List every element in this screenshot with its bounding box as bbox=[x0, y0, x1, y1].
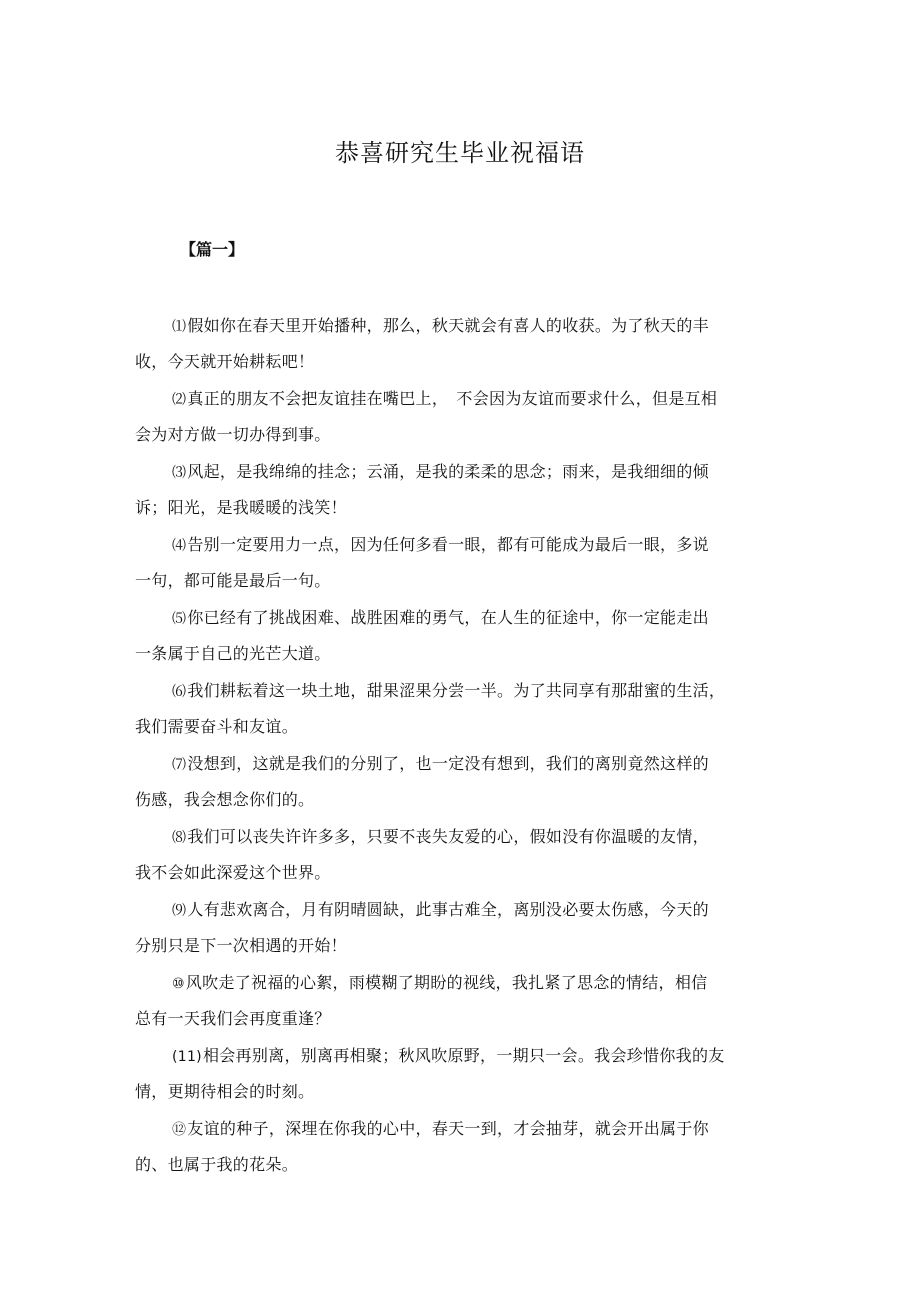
item-number: ⑴ bbox=[172, 319, 187, 335]
item-number: ⑹ bbox=[172, 684, 187, 700]
paragraph-first-line bbox=[172, 600, 709, 637]
paragraph-first-line bbox=[172, 673, 725, 710]
item-number: (11) bbox=[172, 1049, 202, 1065]
list-item bbox=[0, 600, 920, 673]
list-item bbox=[0, 965, 920, 1038]
paragraph-first-line bbox=[172, 1038, 725, 1075]
blessing-list bbox=[0, 308, 920, 1184]
list-item bbox=[0, 746, 920, 819]
item-number: ⑸ bbox=[172, 611, 187, 627]
list-item bbox=[0, 1111, 920, 1184]
list-item bbox=[0, 819, 920, 892]
list-item bbox=[0, 454, 920, 527]
paragraph-text: 没想到，这就是我们的分别了，也一定没有想到，我们的离别竟然这样的 bbox=[187, 754, 709, 773]
item-number: ⑻ bbox=[172, 830, 187, 846]
list-item bbox=[0, 308, 920, 381]
paragraph-second-line: 我不会如此深爱这个世界。 bbox=[135, 863, 331, 882]
paragraph-second-line: 会为对方做一切办得到事。 bbox=[135, 425, 331, 444]
list-item bbox=[0, 527, 920, 600]
document-title: 恭喜研究生毕业祝福语 bbox=[335, 139, 585, 167]
paragraph-second-line: 分别只是下一次相遇的开始！ bbox=[135, 936, 347, 955]
paragraph-second-line: 情，更期待相会的时刻。 bbox=[135, 1082, 315, 1101]
paragraph-second-line: 诉；阳光，是我暖暖的浅笑！ bbox=[135, 498, 347, 517]
paragraph-second-line: 伤感，我会想念你们的。 bbox=[135, 790, 315, 809]
paragraph-text: 我们可以丧失许许多多，只要不丧失友爱的心，假如没有你温暖的友情， bbox=[187, 827, 709, 846]
paragraph-first-line bbox=[172, 1111, 709, 1148]
paragraph-text: 相会再别离，别离再相聚；秋风吹原野，一期只一会。我会珍惜你我的友 bbox=[202, 1046, 725, 1065]
item-number: ⑫ bbox=[172, 1122, 187, 1138]
list-item bbox=[0, 381, 920, 454]
paragraph-second-line: 一条属于自己的光芒大道。 bbox=[135, 644, 331, 663]
paragraph-text: 风起，是我绵绵的挂念；云涌，是我的柔柔的思念；雨来，是我细细的倾 bbox=[187, 462, 709, 481]
paragraph-text: 人有悲欢离合，月有阴晴圆缺，此事古难全，离别没必要太伤感，今天的 bbox=[187, 900, 709, 919]
paragraph-first-line bbox=[172, 381, 717, 418]
paragraph-second-line: 收，今天就开始耕耘吧！ bbox=[135, 352, 315, 371]
section-label: 【篇一】 bbox=[180, 240, 245, 259]
paragraph-second-line: 我们需要奋斗和友谊。 bbox=[135, 717, 299, 736]
paragraph-second-line: 的、也属于我的花朵。 bbox=[135, 1155, 299, 1174]
paragraph-text: 你已经有了挑战困难、战胜困难的勇气，在人生的征途中，你一定能走出 bbox=[187, 608, 709, 627]
paragraph-first-line bbox=[172, 965, 707, 1002]
item-number: ⑶ bbox=[172, 465, 187, 481]
paragraph-first-line bbox=[172, 308, 709, 345]
paragraph-text: 我们耕耘着这一块土地，甜果涩果分尝一半。为了共同享有那甜蜜的生活， bbox=[187, 681, 726, 700]
paragraph-text: 假如你在春天里开始播种，那么，秋天就会有喜人的收获。为了秋天的丰 bbox=[187, 316, 709, 335]
list-item bbox=[0, 1038, 920, 1111]
paragraph-first-line bbox=[172, 892, 709, 929]
paragraph-second-line: 一句，都可能是最后一句。 bbox=[135, 571, 331, 590]
paragraph-second-line: 总有一天我们会再度重逢？ bbox=[135, 1009, 331, 1028]
paragraph-first-line bbox=[172, 819, 709, 856]
item-number: ⑺ bbox=[172, 757, 187, 773]
item-number: ⑩ bbox=[172, 976, 185, 992]
item-number: ⑷ bbox=[172, 538, 187, 554]
item-number: ⑼ bbox=[172, 903, 187, 919]
item-number: ⑵ bbox=[172, 392, 187, 408]
paragraph-text: 真正的朋友不会把友谊挂在嘴巴上， 不会因为友谊而要求什么，但是互相 bbox=[187, 389, 718, 408]
paragraph-first-line bbox=[172, 527, 709, 564]
paragraph-first-line bbox=[172, 454, 709, 491]
list-item bbox=[0, 892, 920, 965]
paragraph-text: 友谊的种子，深埋在你我的心中，春天一到，才会抽芽，就会开出属于你 bbox=[187, 1119, 709, 1138]
list-item bbox=[0, 673, 920, 746]
paragraph-first-line bbox=[172, 746, 709, 783]
paragraph-text: 告别一定要用力一点，因为任何多看一眼，都有可能成为最后一眼，多说 bbox=[187, 535, 709, 554]
paragraph-text: 风吹走了祝福的心絮，雨模糊了期盼的视线，我扎紧了思念的情结，相信 bbox=[185, 973, 708, 992]
